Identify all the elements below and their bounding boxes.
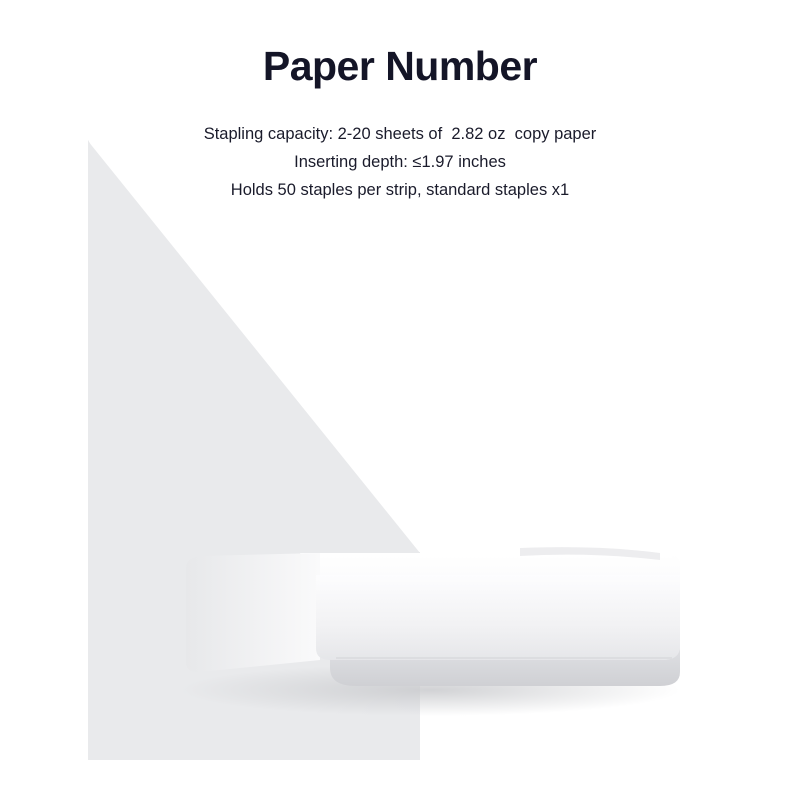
spec-line-staples: Holds 50 staples per strip, standard staples x1 [230,181,570,199]
stapler-front-face [186,553,320,672]
spec-line-capacity: Stapling capacity: 2-20 sheets of 2.82 oz copy paper [203,125,597,143]
spec-line-depth: Inserting depth: ≤1.97 inches [294,153,506,171]
stapler-body-panel [316,575,680,660]
page-title: Paper Number [262,43,538,89]
